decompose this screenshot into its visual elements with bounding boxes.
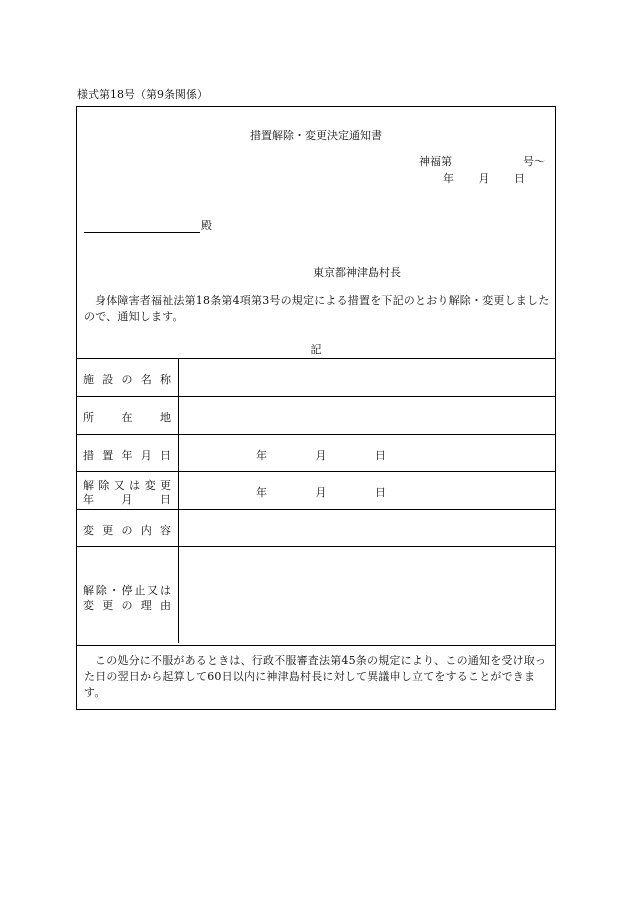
row-label [83,409,171,425]
addressee-honorific: 殿 [201,219,212,232]
label-char: 除 [95,584,107,597]
label-char: 月 [121,493,133,506]
label-char: 更 [102,599,114,612]
label-char: 在 [121,411,133,424]
issue-date-line [443,170,525,186]
change-date-field[interactable] [179,472,556,509]
label-char: 又 [147,584,159,597]
date-year: 年 [256,486,267,499]
label-char: 更 [102,524,114,537]
row-label [83,371,171,387]
addressee-line [84,217,212,233]
notice-divider [76,645,556,646]
ki-heading: 記 [310,343,322,356]
label-char: 由 [160,599,171,612]
table-row-facility-name [76,358,556,396]
label-char: 理 [140,599,152,612]
label-char: 措 [83,449,94,462]
label-char: 名 [140,373,152,386]
row-label [83,447,171,463]
label-char: 設 [102,373,114,386]
label-char: 解 [83,584,94,597]
label-char: 変 [144,479,156,492]
date-year: 年 [256,449,267,462]
document-number-line [419,153,545,169]
body-text: 身体障害者福祉法第18条第4項第3号の規定による措置を下記のとおり解除・変更しましたので、通知します。 [84,294,550,323]
label-char: 内 [140,524,152,537]
label-char: 除 [98,479,110,492]
label-char: 置 [102,449,114,462]
label-char: 変 [83,599,94,612]
date-day: 日 [375,486,386,499]
table-row-change-content [76,509,556,546]
label-char: の [121,373,133,386]
label-char: 地 [160,411,171,424]
label-char: 日 [160,493,171,506]
label-char: 解 [83,479,94,492]
label-char: 変 [83,524,94,537]
appeal-notice: この処分に不服があるときは、行政不服審査法第45条の規定により、この通知を受け取った日の翌日から起算して60日以内に神津島村長に対して異議申し立てをすることができます。 [84,654,547,699]
label-char: は [129,479,141,492]
form-number-label: 様式第18号（第9条関係） [77,88,208,101]
table-row-measure-date [76,434,556,471]
measure-date-field[interactable] [179,435,556,471]
date-month: 月 [315,486,327,499]
addressee-name-field[interactable] [84,220,200,233]
date-day: 日 [375,449,386,462]
notice-form-frame [76,106,556,710]
label-char: 月 [140,449,152,462]
label-char: は [159,584,171,597]
table-row-reason [76,546,556,643]
label-char: ・ [108,584,120,597]
document-number-prefix: 神福第 [419,155,452,168]
label-char: 所 [83,411,94,424]
table-row-change-date [76,471,556,509]
label-char: 停 [121,584,133,597]
row-label [83,582,171,612]
label-char: 容 [160,524,171,537]
issuer-name: 東京都神津島村長 [313,266,401,279]
date-month: 月 [315,449,327,462]
label-char: 日 [160,449,171,462]
issue-date-month: 月 [478,172,490,185]
location-field[interactable] [179,397,556,434]
label-char: 年 [83,493,94,506]
facility-name-field[interactable] [179,359,556,396]
table-row-location [76,396,556,434]
details-table [76,358,556,643]
document-title: 措置解除・変更決定通知書 [250,129,382,142]
issue-date-day: 日 [514,172,525,185]
label-char: 又 [113,479,125,492]
issue-date-year: 年 [443,172,454,185]
document-number-suffix: 号〜 [523,155,545,168]
label-char: 称 [160,373,171,386]
row-label [83,522,171,538]
row-label [83,477,171,505]
change-content-field[interactable] [179,510,556,546]
label-char: 止 [134,584,146,597]
reason-field[interactable] [179,547,556,643]
label-char: 施 [83,373,94,386]
label-char: の [121,599,133,612]
label-char: 年 [121,449,133,462]
label-char: の [121,524,133,537]
label-char: 更 [159,479,171,492]
